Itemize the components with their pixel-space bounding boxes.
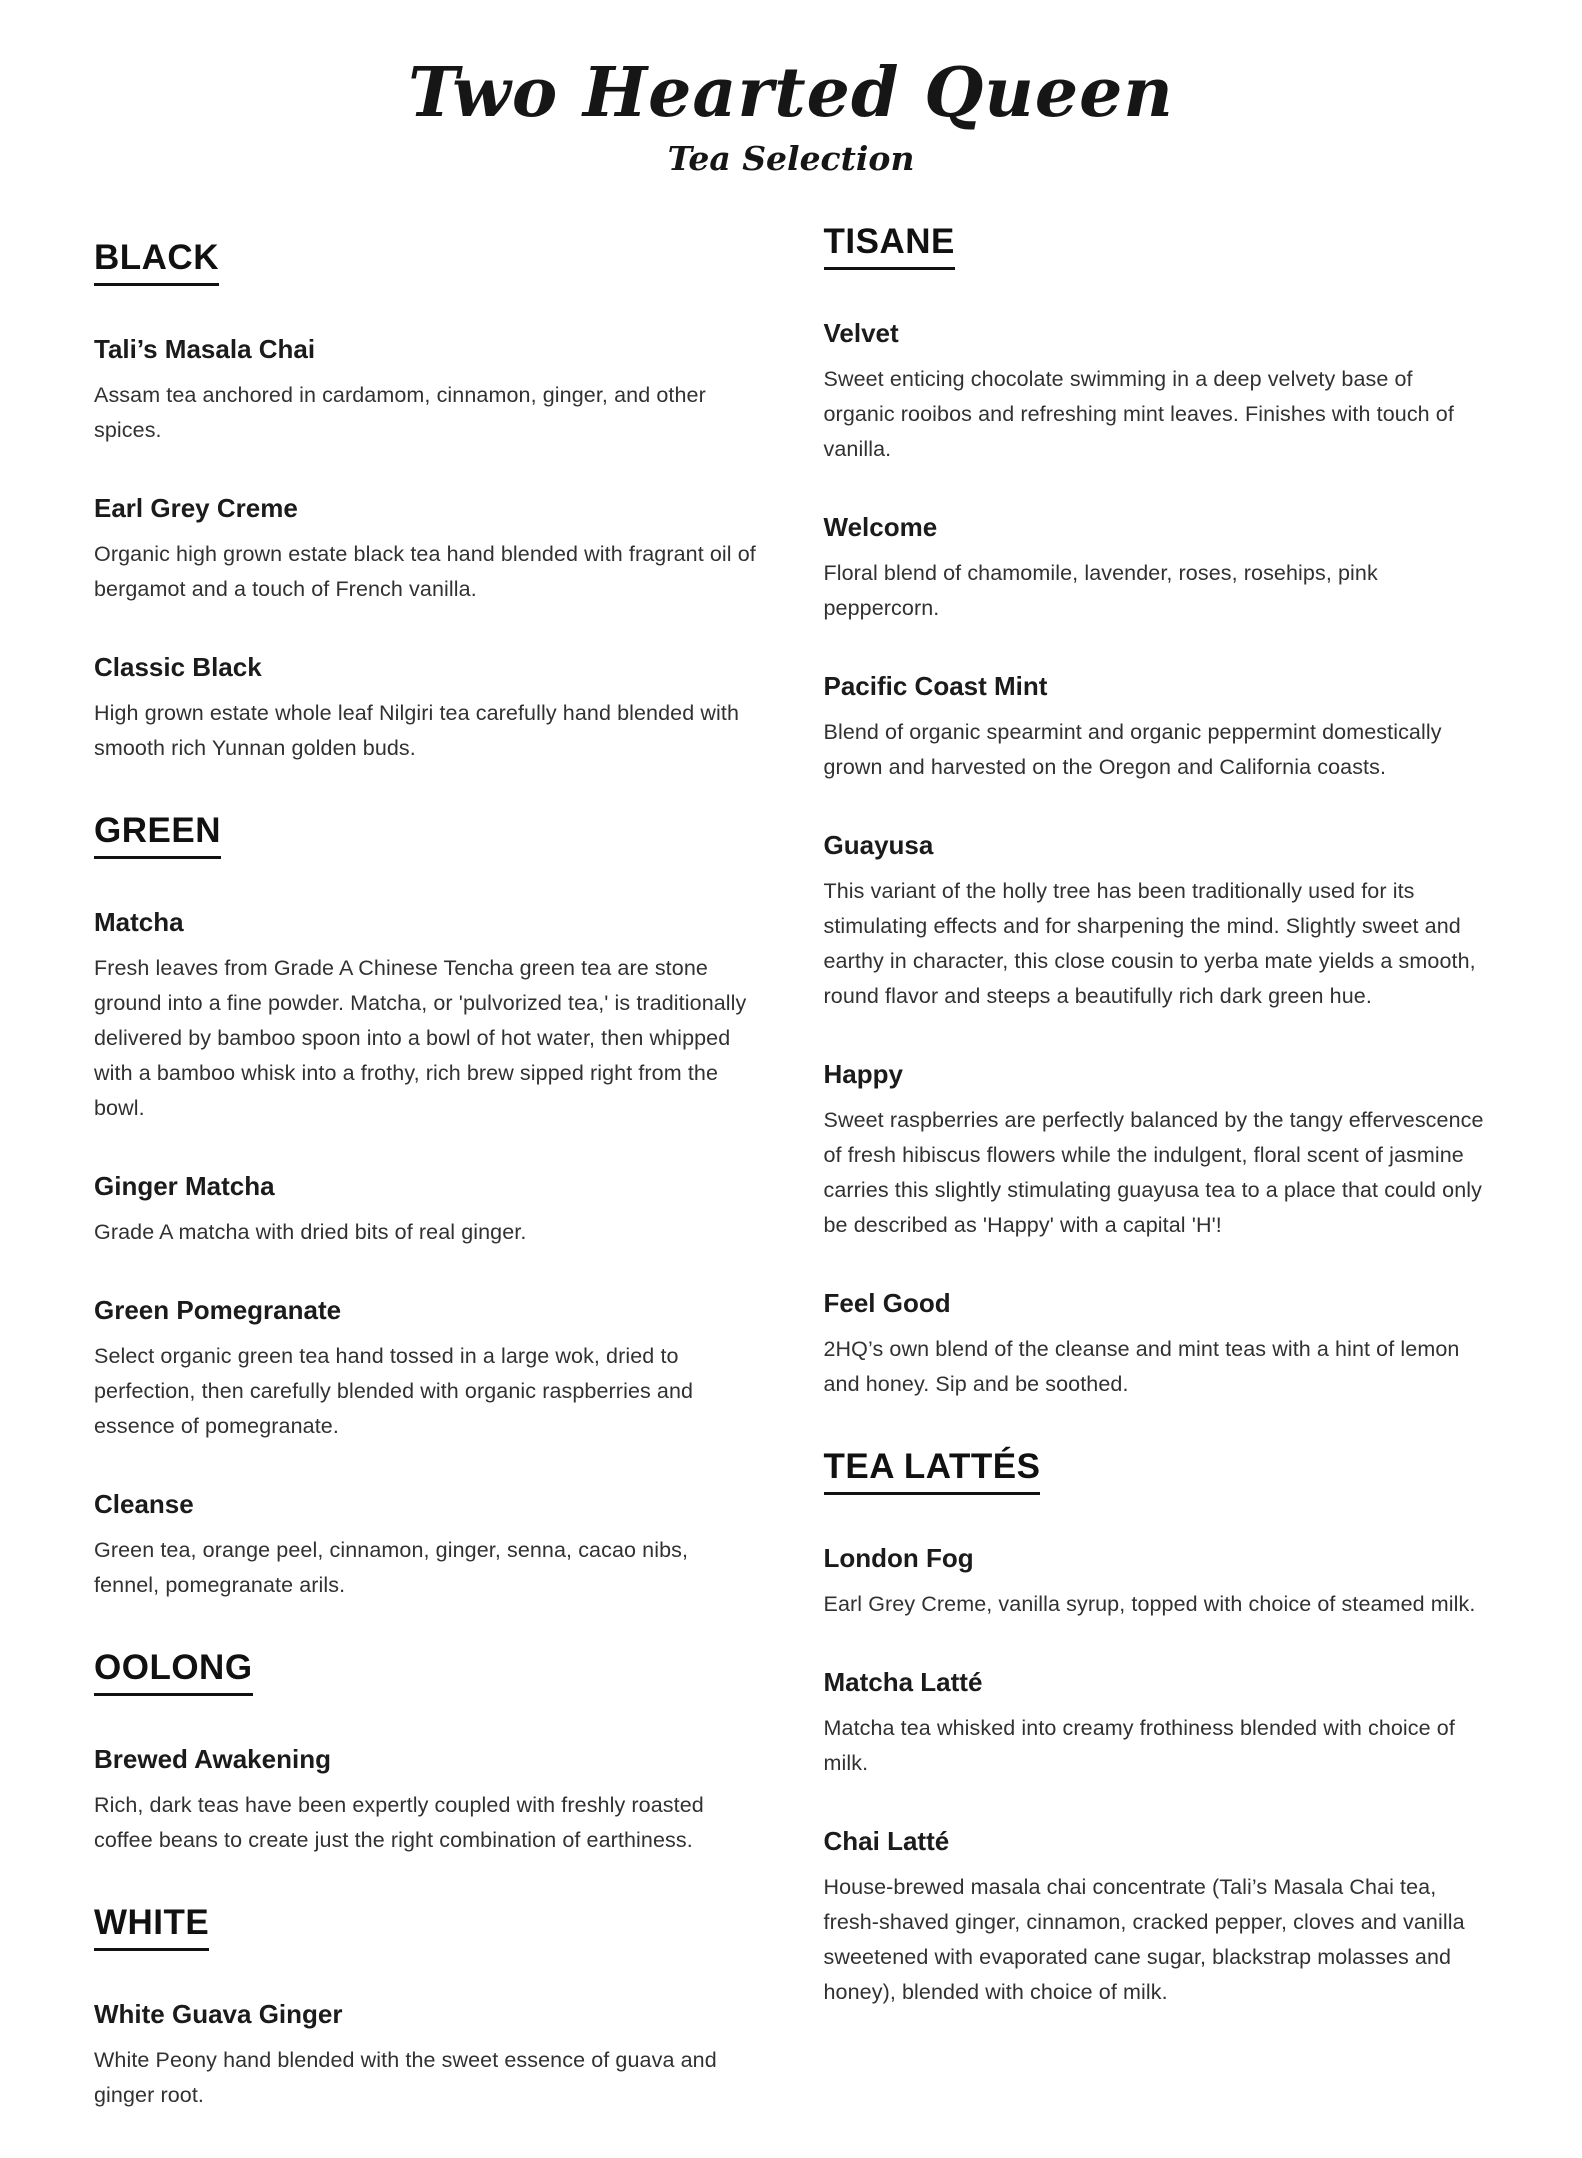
- item-description: High grown estate whole leaf Nilgiri tea carefully hand blended with smooth rich Yunnan golden buds.: [94, 701, 739, 761]
- item-name: Earl Grey Creme: [94, 493, 298, 524]
- section-heading-tea-lattes: TEA LATTÉS: [824, 1447, 1041, 1495]
- item-name: Cleanse: [94, 1489, 194, 1520]
- menu-item-feel-good: [824, 1288, 1489, 1402]
- section-heading-white: WHITE: [94, 1903, 209, 1951]
- section-tea-lattes: [824, 1447, 1489, 2010]
- item-name: Welcome: [823, 512, 938, 543]
- item-description: House-brewed masala chai concentrate (Tali’s Masala Chai tea, fresh-shaved ginger, cinnamon, cracked pepper, cloves and vanilla sweetened with evaporated cane sugar, blackstrap molasses and honey), blended with choice of milk.: [823, 1875, 1465, 2005]
- item-name: Tali’s Masala Chai: [94, 334, 316, 365]
- menu-item-tali-s-masala-chai: [94, 334, 759, 448]
- item-description: 2HQ’s own blend of the cleanse and mint teas with a hint of lemon and honey. Sip and be soothed.: [823, 1337, 1460, 1397]
- menu-item-guayusa: [824, 830, 1489, 1014]
- column-right: [824, 222, 1489, 2055]
- section-heading-black: BLACK: [94, 238, 219, 286]
- menu-item-pacific-coast-mint: [824, 671, 1489, 785]
- item-name: Brewed Awakening: [94, 1744, 331, 1775]
- section-heading-oolong: OOLONG: [94, 1648, 253, 1696]
- menu-title: Two Hearted Queen: [408, 53, 1174, 133]
- menu-item-green-pomegranate: [94, 1295, 759, 1444]
- item-description: Grade A matcha with dried bits of real ginger.: [94, 1220, 527, 1245]
- menu-item-london-fog: [824, 1543, 1489, 1622]
- item-description: Green tea, orange peel, cinnamon, ginger, senna, cacao nibs, fennel, pomegranate arils.: [94, 1538, 689, 1598]
- item-name: Matcha Latté: [823, 1667, 983, 1698]
- menu-item-earl-grey-creme: [94, 493, 759, 607]
- item-description: Earl Grey Creme, vanilla syrup, topped with choice of steamed milk.: [823, 1592, 1476, 1617]
- item-name: Velvet: [823, 318, 899, 349]
- item-description: Select organic green tea hand tossed in a large wok, dried to perfection, then carefully blended with organic raspberries and essence of pomegranate.: [94, 1344, 694, 1439]
- menu-item-cleanse: [94, 1489, 759, 1603]
- section-tisane: [824, 222, 1489, 1402]
- item-description: Organic high grown estate black tea hand blended with fragrant oil of bergamot and a touch of French vanilla.: [94, 542, 756, 602]
- item-description: Blend of organic spearmint and organic peppermint domestically grown and harvested on the Oregon and California coasts.: [823, 720, 1442, 780]
- item-name: London Fog: [823, 1543, 974, 1574]
- item-name: Pacific Coast Mint: [823, 671, 1048, 702]
- menu-columns: [94, 222, 1488, 2158]
- item-name: Green Pomegranate: [94, 1295, 342, 1326]
- item-description: Floral blend of chamomile, lavender, roses, rosehips, pink peppercorn.: [823, 561, 1378, 621]
- section-heading-green: GREEN: [94, 811, 221, 859]
- menu-item-matcha-latte: [824, 1667, 1489, 1781]
- item-name: White Guava Ginger: [94, 1999, 343, 2030]
- section-oolong: [94, 1648, 759, 1858]
- menu-item-chai-latte: [824, 1826, 1489, 2010]
- menu-item-ginger-matcha: [94, 1171, 759, 1250]
- menu-item-happy: [824, 1059, 1489, 1243]
- item-name: Feel Good: [823, 1288, 951, 1319]
- item-description: Rich, dark teas have been expertly coupled with freshly roasted coffee beans to create just the right combination of earthiness.: [94, 1793, 704, 1853]
- item-description: Sweet raspberries are perfectly balanced by the tangy effervescence of fresh hibiscus flowers while the indulgent, floral scent of jasmine carries this slightly stimulating guayusa tea to a place that could only be described as 'Happy' with a capital 'H'!: [823, 1108, 1484, 1238]
- section-heading-tisane: TISANE: [824, 222, 955, 270]
- item-description: This variant of the holly tree has been traditionally used for its stimulating effects and for sharpening the mind. Slightly sweet and earthy in character, this close cousin to yerba mate yields a smooth, round flavor and steeps a beautifully rich dark green hue.: [823, 879, 1476, 1009]
- item-name: Ginger Matcha: [94, 1171, 275, 1202]
- item-name: Classic Black: [94, 652, 262, 683]
- menu-item-classic-black: [94, 652, 759, 766]
- menu-item-brewed-awakening: [94, 1744, 759, 1858]
- section-white: [94, 1903, 759, 2113]
- item-description: White Peony hand blended with the sweet essence of guava and ginger root.: [94, 2048, 717, 2108]
- item-name: Matcha: [94, 907, 184, 938]
- section-green: [94, 811, 759, 1603]
- item-description: Fresh leaves from Grade A Chinese Tencha green tea are stone ground into a fine powder. Matcha, or 'pulvorized tea,' is traditionally delivered by bamboo spoon into a bowl of hot water, then whipped with a bamboo whisk into a frothy, rich brew sipped right from the bowl.: [94, 956, 747, 1121]
- menu-item-white-guava-ginger: [94, 1999, 759, 2113]
- item-name: Happy: [823, 1059, 903, 1090]
- menu-subtitle: Tea Selection: [667, 139, 915, 179]
- section-black: [94, 238, 759, 766]
- item-description: Sweet enticing chocolate swimming in a deep velvety base of organic rooibos and refreshing mint leaves. Finishes with touch of vanilla.: [823, 367, 1454, 462]
- menu-item-welcome: [824, 512, 1489, 626]
- column-left: [94, 222, 759, 2158]
- item-name: Guayusa: [823, 830, 934, 861]
- menu-item-matcha: [94, 907, 759, 1126]
- item-description: Assam tea anchored in cardamom, cinnamon, ginger, and other spices.: [94, 383, 706, 443]
- item-description: Matcha tea whisked into creamy frothiness blended with choice of milk.: [823, 1716, 1455, 1776]
- menu-header: [94, 53, 1488, 179]
- menu-item-velvet: [824, 318, 1489, 467]
- item-name: Chai Latté: [823, 1826, 950, 1857]
